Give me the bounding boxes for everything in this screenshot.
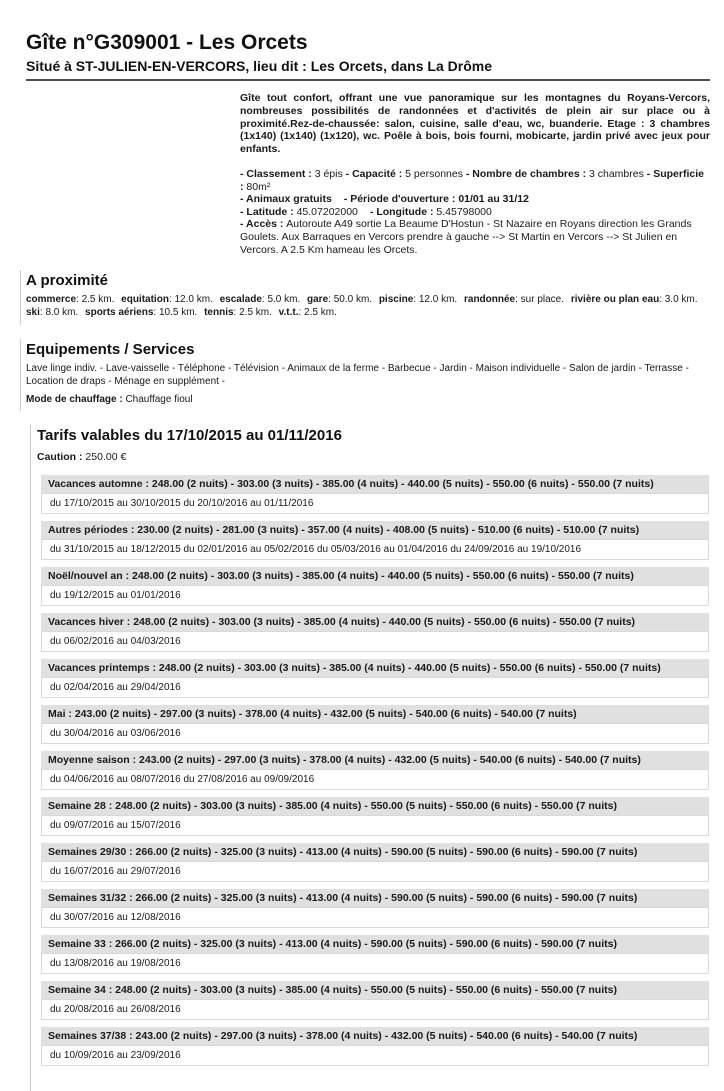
proximity-item: tennis: 2.5 km. [204, 307, 275, 319]
superficie-label: - Superficie : [240, 167, 704, 193]
proximity-item: sports aériens: 10.5 km. [85, 307, 201, 319]
intro-block [240, 92, 710, 256]
tariff-row-dates: du 04/06/2016 au 08/07/2016 du 27/08/2016 au 09/09/2016 [41, 769, 709, 790]
proximity-heading: A proximité [26, 272, 108, 290]
latitude-label: - Latitude : [240, 205, 297, 218]
caution-value: 250.00 € [85, 451, 127, 464]
chambres-label: - Nombre de chambres : [462, 167, 589, 180]
caution-line [37, 451, 710, 463]
tariff-row-header: Vacances hiver : 248.00 (2 nuits) - 303.00 (3 nuits) - 385.00 (4 nuits) - 440.00 (5 nuits) - 550.00 (6 nuits) - 550.00 (7 nuits) [41, 613, 709, 631]
capacite-value: 5 personnes [405, 167, 463, 180]
proximity-item: escalade: 5.0 km. [219, 294, 304, 306]
tariff-row [41, 659, 709, 698]
tariff-row-header: Semaine 34 : 248.00 (2 nuits) - 303.00 (3 nuits) - 385.00 (4 nuits) - 550.00 (5 nuits) - 550.00 (6 nuits) - 550.00 (7 nuits) [41, 981, 709, 999]
detail-line-classement [240, 168, 710, 193]
page-header [26, 31, 710, 81]
tariff-row-dates: du 13/08/2016 au 19/08/2016 [41, 953, 709, 974]
tariff-row-dates: du 10/09/2016 au 23/09/2016 [41, 1045, 709, 1066]
heating-value: Chauffage fioul [125, 394, 193, 406]
tariff-row [41, 613, 709, 652]
property-details [240, 168, 710, 256]
caution-label: Caution : [37, 451, 86, 464]
tariff-row [41, 475, 709, 514]
tariff-row-header: Vacances printemps : 248.00 (2 nuits) - 303.00 (3 nuits) - 385.00 (4 nuits) - 440.00 (5 nuits) - 550.00 (6 nuits) - 550.00 (7 nuits) [41, 659, 709, 677]
acces-value: Autoroute A49 sortie La Beaume D'Hostun - St Nazaire en Royans direction les Grands Goulets. Aux Barraques en Vercors prendre à gauche --> St Martin en Vercors --> St Julien en Vercors. A 2.5 Km hameau les Orcets. [240, 218, 692, 256]
equipments-list: Lave linge indiv. - Lave-vaisselle - Téléphone - Télévision - Animaux de la ferme - Barbecue - Jardin - Maison individuelle - Salon de jardin - Terrasse - Location de draps - Ménage en supplément - [26, 363, 689, 388]
section-equipments [20, 339, 710, 411]
detail-line-animaux [240, 193, 710, 206]
tariff-row-header: Moyenne saison : 243.00 (2 nuits) - 297.00 (3 nuits) - 378.00 (4 nuits) - 432.00 (5 nuits) - 540.00 (6 nuits) - 540.00 (7 nuits) [41, 751, 709, 769]
equipments-heading: Equipements / Services [26, 341, 195, 359]
tariff-row [41, 521, 709, 560]
tariff-row-header: Semaine 33 : 266.00 (2 nuits) - 325.00 (3 nuits) - 413.00 (4 nuits) - 590.00 (5 nuits) - 590.00 (6 nuits) - 590.00 (7 nuits) [41, 935, 709, 953]
page-title: Gîte n°G309001 - Les Orcets [26, 31, 308, 54]
ouverture-value: 01/01 au 31/12 [458, 193, 529, 206]
proximity-list [26, 293, 698, 319]
tariff-row [41, 751, 709, 790]
section-tariffs [30, 425, 710, 1091]
tariff-row-header: Autres périodes : 230.00 (2 nuits) - 281.00 (3 nuits) - 357.00 (4 nuits) - 408.00 (5 nuits) - 510.00 (6 nuits) - 510.00 (7 nuits) [41, 521, 709, 539]
tariff-row-header: Semaines 31/32 : 266.00 (2 nuits) - 325.00 (3 nuits) - 413.00 (4 nuits) - 590.00 (5 nuits) - 590.00 (6 nuits) - 590.00 (7 nuits) [41, 889, 709, 907]
tariff-row-header: Vacances automne : 248.00 (2 nuits) - 303.00 (3 nuits) - 385.00 (4 nuits) - 440.00 (5 nuits) - 550.00 (6 nuits) - 550.00 (7 nuits) [41, 475, 709, 493]
detail-line-coords [240, 206, 710, 219]
tariff-row-dates: du 09/07/2016 au 15/07/2016 [41, 815, 709, 836]
tariff-row [41, 889, 709, 928]
tariff-row-header: Semaines 37/38 : 243.00 (2 nuits) - 297.00 (3 nuits) - 378.00 (4 nuits) - 432.00 (5 nuits) - 540.00 (6 nuits) - 540.00 (7 nuits) [41, 1027, 709, 1045]
tariff-row [41, 843, 709, 882]
superficie-value: 80m² [246, 180, 271, 193]
acces-label: - Accès : [240, 218, 287, 231]
tariff-row-header: Semaines 29/30 : 266.00 (2 nuits) - 325.00 (3 nuits) - 413.00 (4 nuits) - 590.00 (5 nuits) - 590.00 (6 nuits) - 590.00 (7 nuits) [41, 843, 709, 861]
property-description: Gîte tout confort, offrant une vue panoramique sur les montagnes du Royans-Vercors, nombreuses possibilités de randonnées et d'activités de plein air sur place ou à proximité.Rez-de-chaussée: salon, cuisine, salle d'eau, wc, buanderie. Etage : 3 chambres (1x140) (1x140) (1x120), wc. Poêle à bois, bois fourni, mobicarte, jardin privé avec jeux pour enfants. [240, 92, 710, 156]
tariff-row-dates: du 30/07/2016 au 12/08/2016 [41, 907, 709, 928]
detail-line-acces [240, 218, 710, 256]
classement-value: 3 épis [314, 167, 343, 180]
tariff-row [41, 935, 709, 974]
heating-label: Mode de chauffage : [26, 394, 126, 406]
tariffs-heading: Tarifs valables du 17/10/2015 au 01/11/2016 [37, 427, 342, 445]
proximity-item: ski: 8.0 km. [26, 307, 82, 319]
tariff-row-dates: du 16/07/2016 au 29/07/2016 [41, 861, 709, 882]
proximity-item: randonnée: sur place. [463, 294, 567, 306]
capacite-label: - Capacité : [342, 167, 406, 180]
tariff-row-dates: du 19/12/2015 au 01/01/2016 [41, 585, 709, 606]
tariff-row [41, 567, 709, 606]
tariff-row [41, 1027, 709, 1066]
tariff-row [41, 705, 709, 744]
tariff-row-header: Noël/nouvel an : 248.00 (2 nuits) - 303.00 (3 nuits) - 385.00 (4 nuits) - 440.00 (5 nuits) - 550.00 (6 nuits) - 550.00 (7 nuits) [41, 567, 709, 585]
section-proximity [20, 270, 710, 325]
tariff-rows [41, 475, 710, 1066]
animaux-label: - Animaux gratuits [240, 193, 332, 206]
proximity-item: commerce: 2.5 km. [26, 294, 118, 306]
tariff-row-header: Semaine 28 : 248.00 (2 nuits) - 303.00 (3 nuits) - 385.00 (4 nuits) - 550.00 (5 nuits) - 550.00 (6 nuits) - 550.00 (7 nuits) [41, 797, 709, 815]
tariff-row-dates: du 20/08/2016 au 26/08/2016 [41, 999, 709, 1020]
latitude-value: 45.07202000 [296, 205, 358, 218]
ouverture-label: - Période d'ouverture : [343, 193, 459, 206]
tariff-row [41, 981, 709, 1020]
proximity-item: equitation: 12.0 km. [121, 294, 216, 306]
proximity-item: gare: 50.0 km. [307, 294, 375, 306]
tariff-row-dates: du 17/10/2015 au 30/10/2015 du 20/10/2016 au 01/11/2016 [41, 493, 709, 514]
tariff-row-dates: du 31/10/2015 au 18/12/2015 du 02/01/2016 au 05/02/2016 du 05/03/2016 au 01/04/2016 du 24/09/2016 au 19/10/2016 [41, 539, 709, 560]
chambres-value: 3 chambres [589, 167, 644, 180]
page-subtitle: Situé à ST-JULIEN-EN-VERCORS, lieu dit : Les Orcets, dans La Drôme [26, 58, 492, 74]
tariff-row-header: Mai : 243.00 (2 nuits) - 297.00 (3 nuits) - 378.00 (4 nuits) - 432.00 (5 nuits) - 540.00 (6 nuits) - 540.00 (7 nuits) [41, 705, 709, 723]
tariff-row-dates: du 06/02/2016 au 04/03/2016 [41, 631, 709, 652]
proximity-item: rivière ou plan eau: 3.0 km. [570, 294, 698, 306]
longitude-value: 5.45798000 [436, 205, 492, 218]
proximity-item: v.t.t.: 2.5 km. [278, 307, 337, 319]
heating-line [26, 394, 710, 405]
classement-label: - Classement : [240, 167, 315, 180]
tariff-row-dates: du 30/04/2016 au 03/06/2016 [41, 723, 709, 744]
tariff-row [41, 797, 709, 836]
proximity-item: piscine: 12.0 km. [378, 294, 460, 306]
tariff-row-dates: du 02/04/2016 au 29/04/2016 [41, 677, 709, 698]
header-divider [26, 79, 710, 81]
longitude-label: - Longitude : [369, 205, 437, 218]
